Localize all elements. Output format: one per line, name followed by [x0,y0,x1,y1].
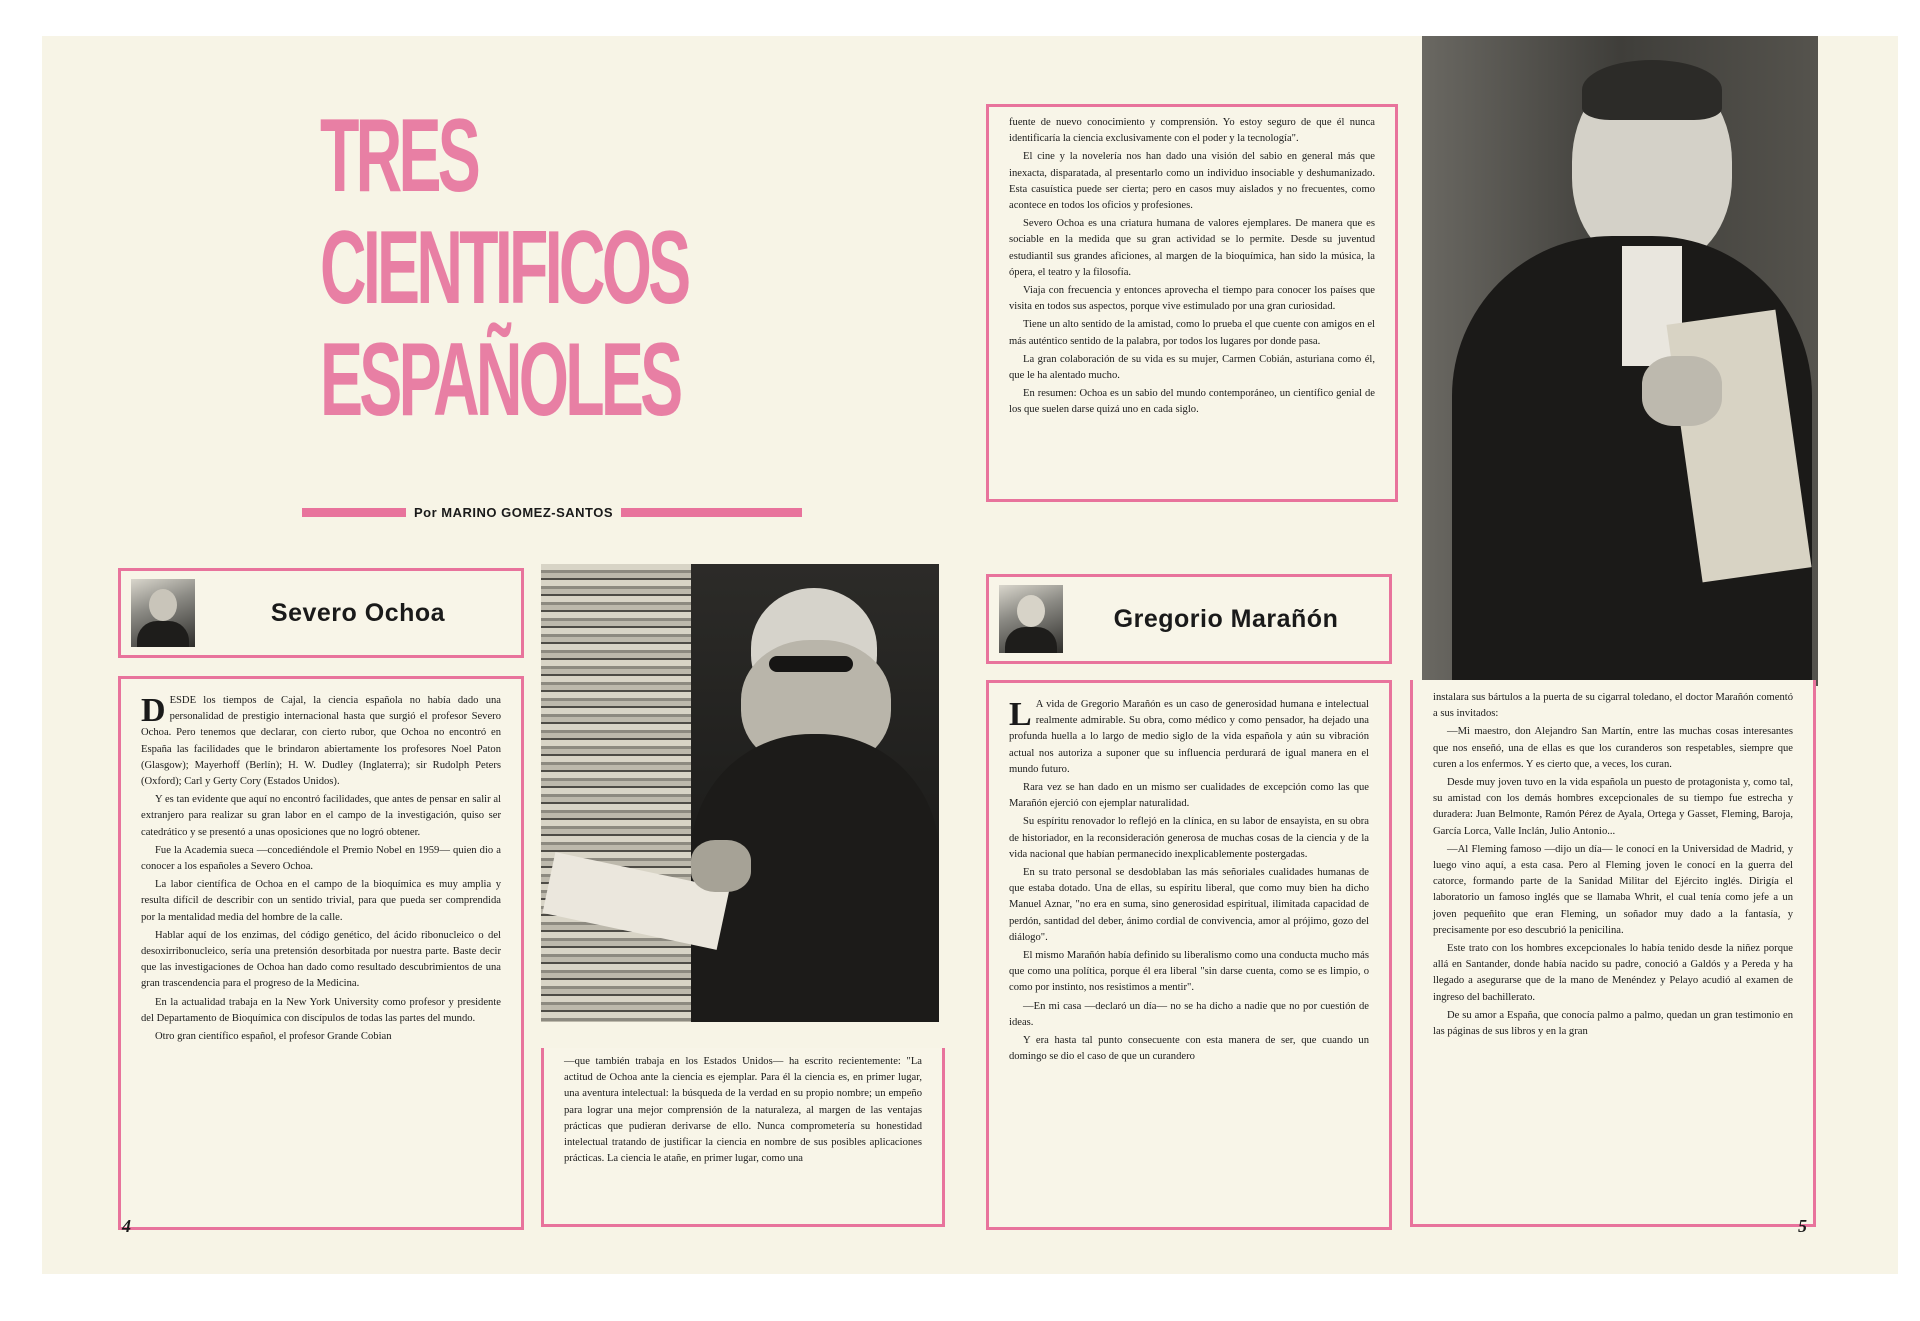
ochoa-dropcap: D [141,692,166,729]
maranon-right-paragraph: —Al Fleming famoso —dijo un día— le conocí en la Universidad de Madrid, y luego vino aquí, a esta casa. Pero al Fleming joven le conocí en la guerra del catorce, formando parte de la Sanidad Militar del Ejército inglés. Dirigía el laboratorio un famoso inglés que se llamaba Whrit, el cual tenía como jefe a un joven pequeñito que eran Fleming, un soñador muy dado a la fantasía, y precisamente por eso descubrió la penicilina. [1433,843,1793,936]
ochoa-paragraph: La labor científica de Ochoa en el campo de la bioquímica es muy amplia y resulta difícil de describir con un sentido trivial, para que pueda ser comprendida por la mentalidad media del hombre de la calle. [141,879,501,923]
maranon-paragraph: Su espíritu renovador lo reflejó en la clínica, en su labor de ensayista, en su obra de historiador, en la reconsideración generosa de muchas cosas de la ciencia y de la vida nacional que habían permanecido inexplicablemente postergadas. [1009,816,1369,860]
ochoa-right-paragraph: La gran colaboración de su vida es su mujer, Carmen Cobián, asturiana como él, que le ha alentado mucho. [1009,353,1375,382]
title-line-1: TRES [320,98,478,214]
title-line-3: ESPAÑOLES [320,322,680,438]
maranon-name: Gregorio Marañón [1113,604,1339,633]
byline-rule-right [621,508,802,517]
ochoa-paragraph: Hablar aquí de los enzimas, del código genético, del ácido ribonucleico o del desoxirribonucleico, sería una pretensión desorbitada por nuestra parte. Baste decir que las investigaciones de Ochoa han dado como resultado descubrimientos de una gran trascendencia para el progreso de la Medicina. [141,929,501,990]
maranon-paragraph: —En mi casa —declaró un día— no se ha dicho a nadie que no por cuestión de ideas. [1009,1000,1369,1028]
maranon-right-text-box [1410,680,1816,1227]
ochoa-continuation-text [544,1048,942,1179]
page-number-right: 5 [1798,1216,1807,1236]
ochoa-right-text [989,107,1395,431]
ochoa-right-paragraph: Tiene un alto sentido de la amistad, como lo prueba el que cuente con amigos en el más auténtico sentido de la palabra, por todos los lugares por donde pasa. [1009,319,1375,347]
maranon-paragraph-first: L A vida de Gregorio Marañón es un caso de generosidad humana e intelectual realmente admirable. Su obra, como médico y como pensador, ha dejado una profunda huella a lo largo de medio siglo de la vida española y aún su vibración actual nos autoriza a suponer que su influencia perdurará de igual manera en el mundo futuro. [1009,696,1369,775]
byline: Por MARINO GOMEZ-SANTOS [414,504,614,520]
ochoa-continuation-box [541,1048,945,1227]
byline-rule-left [302,508,406,517]
article-title [320,100,800,436]
maranon-portrait-thumb [999,585,1063,653]
maranon-name-box [986,574,1392,664]
ochoa-paragraph: Otro gran científico español, el profesor Grande Cobian [155,1031,392,1043]
ochoa-reading-photo [541,564,939,1022]
page-left [42,36,970,1274]
maranon-text [989,683,1389,1077]
maranon-right-paragraph: Desde muy joven tuvo en la vida española un puesto de protagonista y, como tal, su amistad con los demás hombres excepcionales de su tiempo fue estrecha y duradera: Juan Belmonte, Ramón Pérez de Ayala, Ortega y Gasset, Fleming, Baroja, García Lorca, Valle Inclán, Julio Antonio... [1433,777,1793,837]
ochoa-right-paragraph: fuente de nuevo conocimiento y comprensión. Yo estoy seguro de que él nunca identificaría la ciencia exclusivamente con el poder y la tecnología". [1009,117,1375,145]
ochoa-name: Severo Ochoa [270,598,446,627]
ochoa-right-paragraph: En resumen: Ochoa es un sabio del mundo contemporáneo, un científico genial de los que suelen darse quizá uno en cada siglo. [1009,388,1375,416]
magazine-spread [42,36,1898,1274]
maranon-paragraph: Rara vez se han dado en un mismo ser cualidades de excepción como las que Marañón ejerció con ejemplar naturalidad. [1009,782,1369,810]
maranon-dropcap: L [1009,696,1032,733]
ochoa-paragraph: Fue la Academia sueca —concediéndole el Premio Nobel en 1959— quien dio a conocer a los españoles a Severo Ochoa. [141,844,501,873]
ochoa-portrait-thumb [131,579,195,647]
page-number-left: 4 [122,1216,131,1236]
ochoa-right-text-box [986,104,1398,502]
maranon-right-text [1413,680,1813,1052]
maranon-right-paragraph: Este trato con los hombres excepcionales lo había tenido desde la niñez porque allá en Santander, donde había nacido su padre, conoció a Galdós y a Pereda y ha llegado a asegurarse que de la mano de Menéndez y Pelayo acudió al examen de ingreso del bachillerato. [1433,943,1793,1003]
maranon-right-paragraph: instalara sus bártulos a la puerta de su cigarral toledano, el doctor Marañón comentó a sus invitados: [1433,692,1793,720]
ochoa-right-paragraph: Viaja con frecuencia y entonces aprovecha el tiempo para conocer los países que visita en todos sus aspectos, porque vive estimulado por una gran curiosidad. [1009,285,1375,313]
ochoa-paragraph-first: DESDE los tiempos de Cajal, la ciencia española no había dado una personalidad de prestigio internacional hasta que surgió el profesor Severo Ochoa. Pero tenemos que declarar, con cierto rubor, que Ochoa no encontró en España las facilidades que le brindaron abiertamente los profesores Noel Paton (Glasgow); Mayerhoff (Berlín); H. W. Dudley (Inglaterra); sir Rudolph Peters (Oxford); Carl y Gerty Cory (Estados Unidos). [141,692,501,788]
page-right [970,36,1898,1274]
ochoa-paragraph: Y es tan evidente que aquí no encontró facilidades, que antes de pensar en salir al extranjero para realizar su gran labor en el campo de la investigación, quiso ser catedrático y se presentó a unas oposiciones que no logró obtener. [141,794,501,838]
maranon-text-box [986,680,1392,1230]
ochoa-text [121,679,521,1057]
ochoa-right-paragraph: El cine y la novelería nos han dado una visión del sabio en general más que inexacta, disparatada, al presentarlo como un individuo insociable y deshumanizado. Esta casuística puede ser cierta; pero en casos muy aislados y no frecuentes, como acontece en todos los oficios y profesiones. [1009,151,1375,212]
maranon-paragraph: En su trato personal se desdoblaban las más señoriales cualidades humanas de que estaba dotado. Una de ellas, su espíritu liberal, que como muy bien ha dicho Manuel Aznar, "no era en suma, sino generosidad espiritual, ilimitada capacidad de perdón, santidad del deber, ánimo cordial de convivencia, amor al prójimo, gozo del diálogo". [1009,867,1369,943]
title-line-2: CIENTIFICOS [320,210,688,326]
byline-row [302,501,802,523]
maranon-paragraph: El mismo Marañón había definido su liberalismo como una conducta mucho más que como una política, porque él era liberal "sin darse cuenta, como se es limpio, o como por instinto, nos resistimos a mentir". [1009,950,1369,994]
ochoa-name-box [118,568,524,658]
maranon-portrait-photo [1422,36,1818,686]
ochoa-continuation-paragraph: —que también trabaja en los Estados Unidos— ha escrito recientemente: "La actitud de Ochoa ante la ciencia es ejemplar. Para él la ciencia es, en primer lugar, una aventura intelectual: la búsqueda de la verdad en su propio nombre; un empeño para lograr una mejor comprensión de la naturaleza, al margen de las ventajas prácticas que pudieran derivarse de ello. Nunca comprometería su honestidad intelectual tratando de justificar la ciencia en nombre de sus posibles aplicaciones prácticas. La ciencia le atañe, en primer lugar, como una [564,1056,922,1165]
maranon-right-paragraph: De su amor a España, que conocía palmo a palmo, quedan un gran testimonio en las páginas de sus libros y en la gran [1433,1009,1793,1038]
maranon-paragraph: Y era hasta tal punto consecuente con esta manera de ser, que cuando un domingo se dio el caso de que un curandero [1009,1035,1369,1063]
ochoa-right-paragraph: Severo Ochoa es una criatura humana de valores ejemplares. De manera que es sociable en la medida que su gran actividad se lo permite. Desde su juventud estudiantil sus grandes aficiones, al margen de la bioquímica, han sido la música, la ópera, el teatro y la filosofía. [1009,218,1375,278]
maranon-right-paragraph: —Mi maestro, don Alejandro San Martín, entre las muchas cosas interesantes que nos enseñó, una de ellas es que los curanderos son respetables, siempre que curen a los enfermos. Y es cierto que, a veces, los curan. [1433,726,1793,770]
ochoa-text-box [118,676,524,1230]
ochoa-paragraph: En la actualidad trabaja en la New York University como profesor y presidente del Departamento de Bioquímica con discípulos de todas las partes del mundo. [141,996,501,1024]
